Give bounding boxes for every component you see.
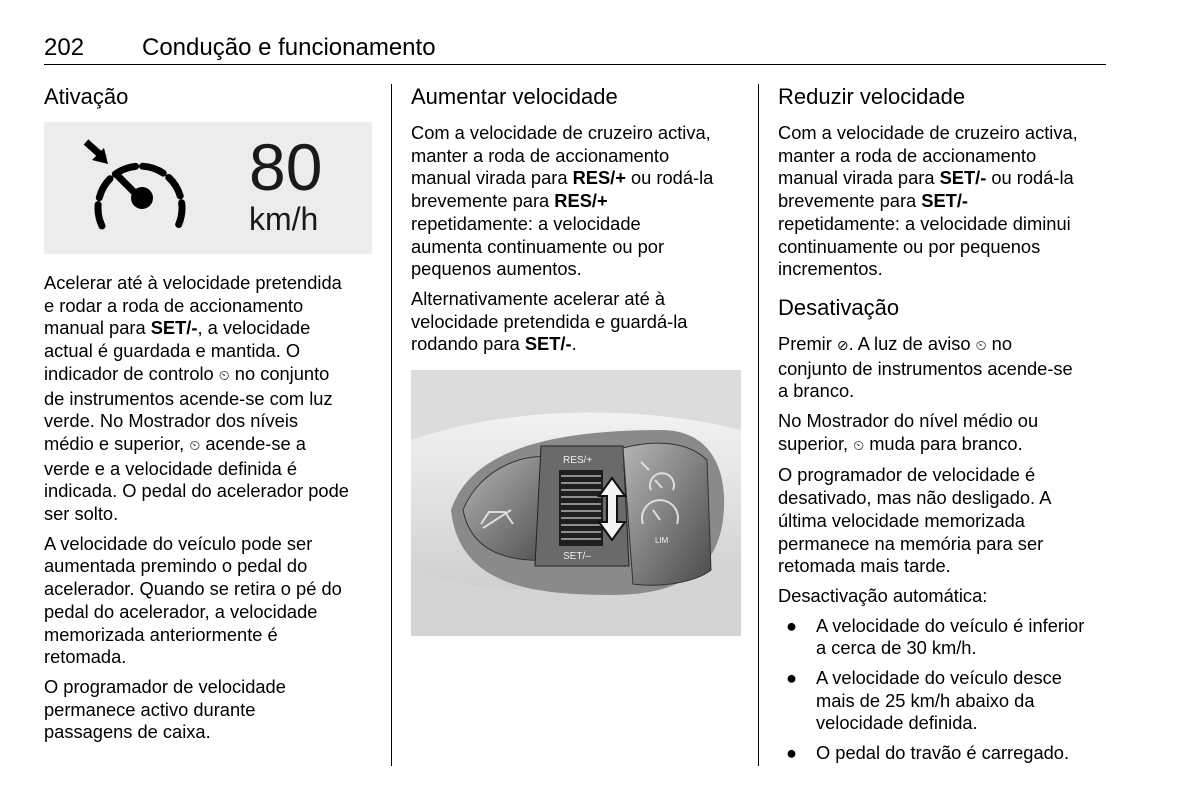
- activation-paragraph-1: [44, 272, 379, 526]
- text-line: desativado, mas não desligado. A: [778, 487, 1052, 509]
- column-activation: [44, 84, 379, 751]
- text-line: muda para branco.: [864, 432, 1023, 454]
- column-reduce-speed: [778, 84, 1113, 772]
- text-line: .: [571, 333, 577, 355]
- page-header: [44, 34, 436, 62]
- text-line: indicada. O pedal do acelerador pode: [44, 480, 349, 502]
- text-line: ou rodá-la: [986, 167, 1074, 189]
- speed-display-illustration: [44, 122, 372, 254]
- text-line: permanece na memória para ser: [778, 532, 1044, 554]
- set-label: SET/–: [563, 551, 591, 563]
- auto-deactivation-label: Desactivação automática:: [778, 584, 988, 606]
- activation-paragraph-2: [44, 533, 379, 669]
- text-line: no conjunto: [229, 362, 330, 384]
- deactivation-paragraph-3: [778, 464, 1113, 578]
- text-line: repetidamente: a velocidade: [411, 212, 641, 234]
- text-line: verde e a velocidade definida é: [44, 457, 298, 479]
- text-line: superior,: [778, 432, 854, 454]
- text-line: velocidade definida.: [816, 712, 978, 734]
- text-line: acende-se a: [200, 432, 306, 454]
- lim-label: LIM: [655, 536, 669, 546]
- text-line: Com a velocidade de cruzeiro activa,: [411, 122, 711, 143]
- text-line: Acelerar até à velocidade pretendida: [44, 272, 342, 293]
- text-line: de instrumentos acende-se com luz: [44, 387, 333, 409]
- text-line: última velocidade memorizada: [778, 509, 1025, 531]
- text-line: e rodar a roda de accionamento: [44, 294, 304, 316]
- text-line: memorizada anteriormente é: [44, 623, 278, 645]
- text-line: brevemente para: [778, 190, 922, 212]
- text-line: actual é guardada e mantida. O: [44, 340, 301, 362]
- increase-paragraph-1: [411, 122, 746, 281]
- auto-deactivation-list: [778, 615, 1113, 765]
- text-line: Premir: [778, 332, 837, 354]
- bullet-icon: ●: [786, 742, 798, 764]
- heading-reduce-speed: Reduzir velocidade: [778, 84, 966, 109]
- text-line: O programador de velocidade: [44, 675, 286, 697]
- display-speed-unit: km/h: [249, 201, 319, 237]
- deactivation-paragraph-1: [778, 333, 1113, 403]
- text-line: manual virada para: [411, 167, 573, 189]
- activation-paragraph-3: [44, 676, 379, 744]
- text-line: Alternativamente acelerar até à: [411, 287, 666, 309]
- column-divider-2: [758, 84, 759, 766]
- cruise-control-icon: [44, 122, 372, 254]
- control-label-set: SET/-: [921, 190, 969, 212]
- steering-wheel-controls-illustration: [411, 370, 741, 636]
- text-line: pequenos aumentos.: [411, 258, 582, 280]
- steering-wheel-controls-drawing: [411, 370, 741, 636]
- text-line: no: [986, 332, 1013, 354]
- text-line: conjunto de instrumentos acende-se: [778, 357, 1073, 379]
- text-line: aumenta continuamente ou por: [411, 235, 665, 257]
- text-line: ser solto.: [44, 503, 119, 525]
- text-line: A velocidade do veículo pode ser: [44, 532, 313, 554]
- page-number: 202: [44, 34, 85, 61]
- text-line: verde. No Mostrador dos níveis: [44, 410, 299, 432]
- text-line: manual virada para: [778, 167, 940, 189]
- text-line: passagens de caixa.: [44, 721, 211, 743]
- cruise-control-icon: ⏲: [218, 367, 230, 384]
- text-line: brevemente para: [411, 190, 555, 212]
- text-line: Com a velocidade de cruzeiro activa,: [778, 122, 1078, 143]
- text-line: rodando para: [411, 333, 525, 355]
- text-line: repetidamente: a velocidade diminui: [778, 212, 1071, 234]
- control-label-set: SET/-: [524, 333, 572, 355]
- text-line: a cerca de 30 km/h.: [816, 637, 977, 659]
- text-line: médio e superior,: [44, 432, 190, 454]
- increase-paragraph-2: [411, 288, 746, 356]
- text-line: O programador de velocidade é: [778, 464, 1036, 486]
- text-line: retomada mais tarde.: [778, 555, 951, 577]
- text-line: acelerador. Quando se retira o pé do: [44, 578, 342, 600]
- heading-activation: Ativação: [44, 84, 129, 109]
- bullet-icon: ●: [786, 667, 798, 689]
- text-line: manter a roda de accionamento: [778, 144, 1037, 166]
- column-increase-speed: [411, 84, 746, 636]
- control-label-res: RES/+: [554, 190, 608, 212]
- text-line: , a velocidade: [197, 317, 311, 339]
- deactivation-paragraph-2: [778, 410, 1113, 457]
- list-item: [778, 742, 1113, 765]
- text-line: A velocidade do veículo é inferior: [816, 614, 1085, 636]
- bullet-icon: ●: [786, 614, 798, 636]
- text-line: manual para: [44, 317, 151, 339]
- text-line: No Mostrador do nível médio ou: [778, 410, 1039, 432]
- text-line: O pedal do travão é carregado.: [816, 742, 1070, 764]
- column-divider-1: [391, 84, 392, 766]
- text-line: A velocidade do veículo desce: [816, 667, 1062, 689]
- text-line: velocidade pretendida e guardá-la: [411, 310, 688, 332]
- text-line: continuamente ou por pequenos: [778, 235, 1041, 257]
- text-line: retomada.: [44, 646, 127, 668]
- display-speed-value: 80: [249, 130, 323, 204]
- control-label-res: RES/+: [572, 167, 626, 189]
- control-label-set: SET/-: [150, 317, 198, 339]
- header-rule: [44, 64, 1106, 65]
- control-label-set: SET/-: [939, 167, 987, 189]
- text-line: manter a roda de accionamento: [411, 144, 670, 166]
- text-line: . A luz de aviso: [848, 332, 976, 354]
- cruise-control-icon: ⏲: [853, 437, 865, 454]
- text-line: mais de 25 km/h abaixo da: [816, 689, 1035, 711]
- cruise-cancel-icon: ⊘: [836, 337, 849, 354]
- text-line: permanece activo durante: [44, 698, 256, 720]
- res-label: RES/+: [563, 455, 593, 467]
- text-line: a branco.: [778, 380, 855, 402]
- text-line: aumentada premindo o pedal do: [44, 555, 308, 577]
- cruise-control-icon: ⏲: [975, 337, 987, 354]
- text-line: incrementos.: [778, 258, 883, 280]
- heading-deactivation: Desativação: [778, 294, 900, 320]
- text-line: ou rodá-la: [625, 167, 714, 189]
- cruise-control-icon: ⏲: [189, 437, 201, 454]
- heading-increase-speed: Aumentar velocidade: [411, 84, 618, 109]
- text-line: indicador de controlo: [44, 362, 219, 384]
- list-item: [778, 615, 1113, 660]
- reduce-paragraph-1: [778, 122, 1113, 281]
- section-title: Condução e funcionamento: [142, 34, 436, 61]
- list-item: [778, 667, 1113, 735]
- text-line: pedal do acelerador, a velocidade: [44, 600, 318, 622]
